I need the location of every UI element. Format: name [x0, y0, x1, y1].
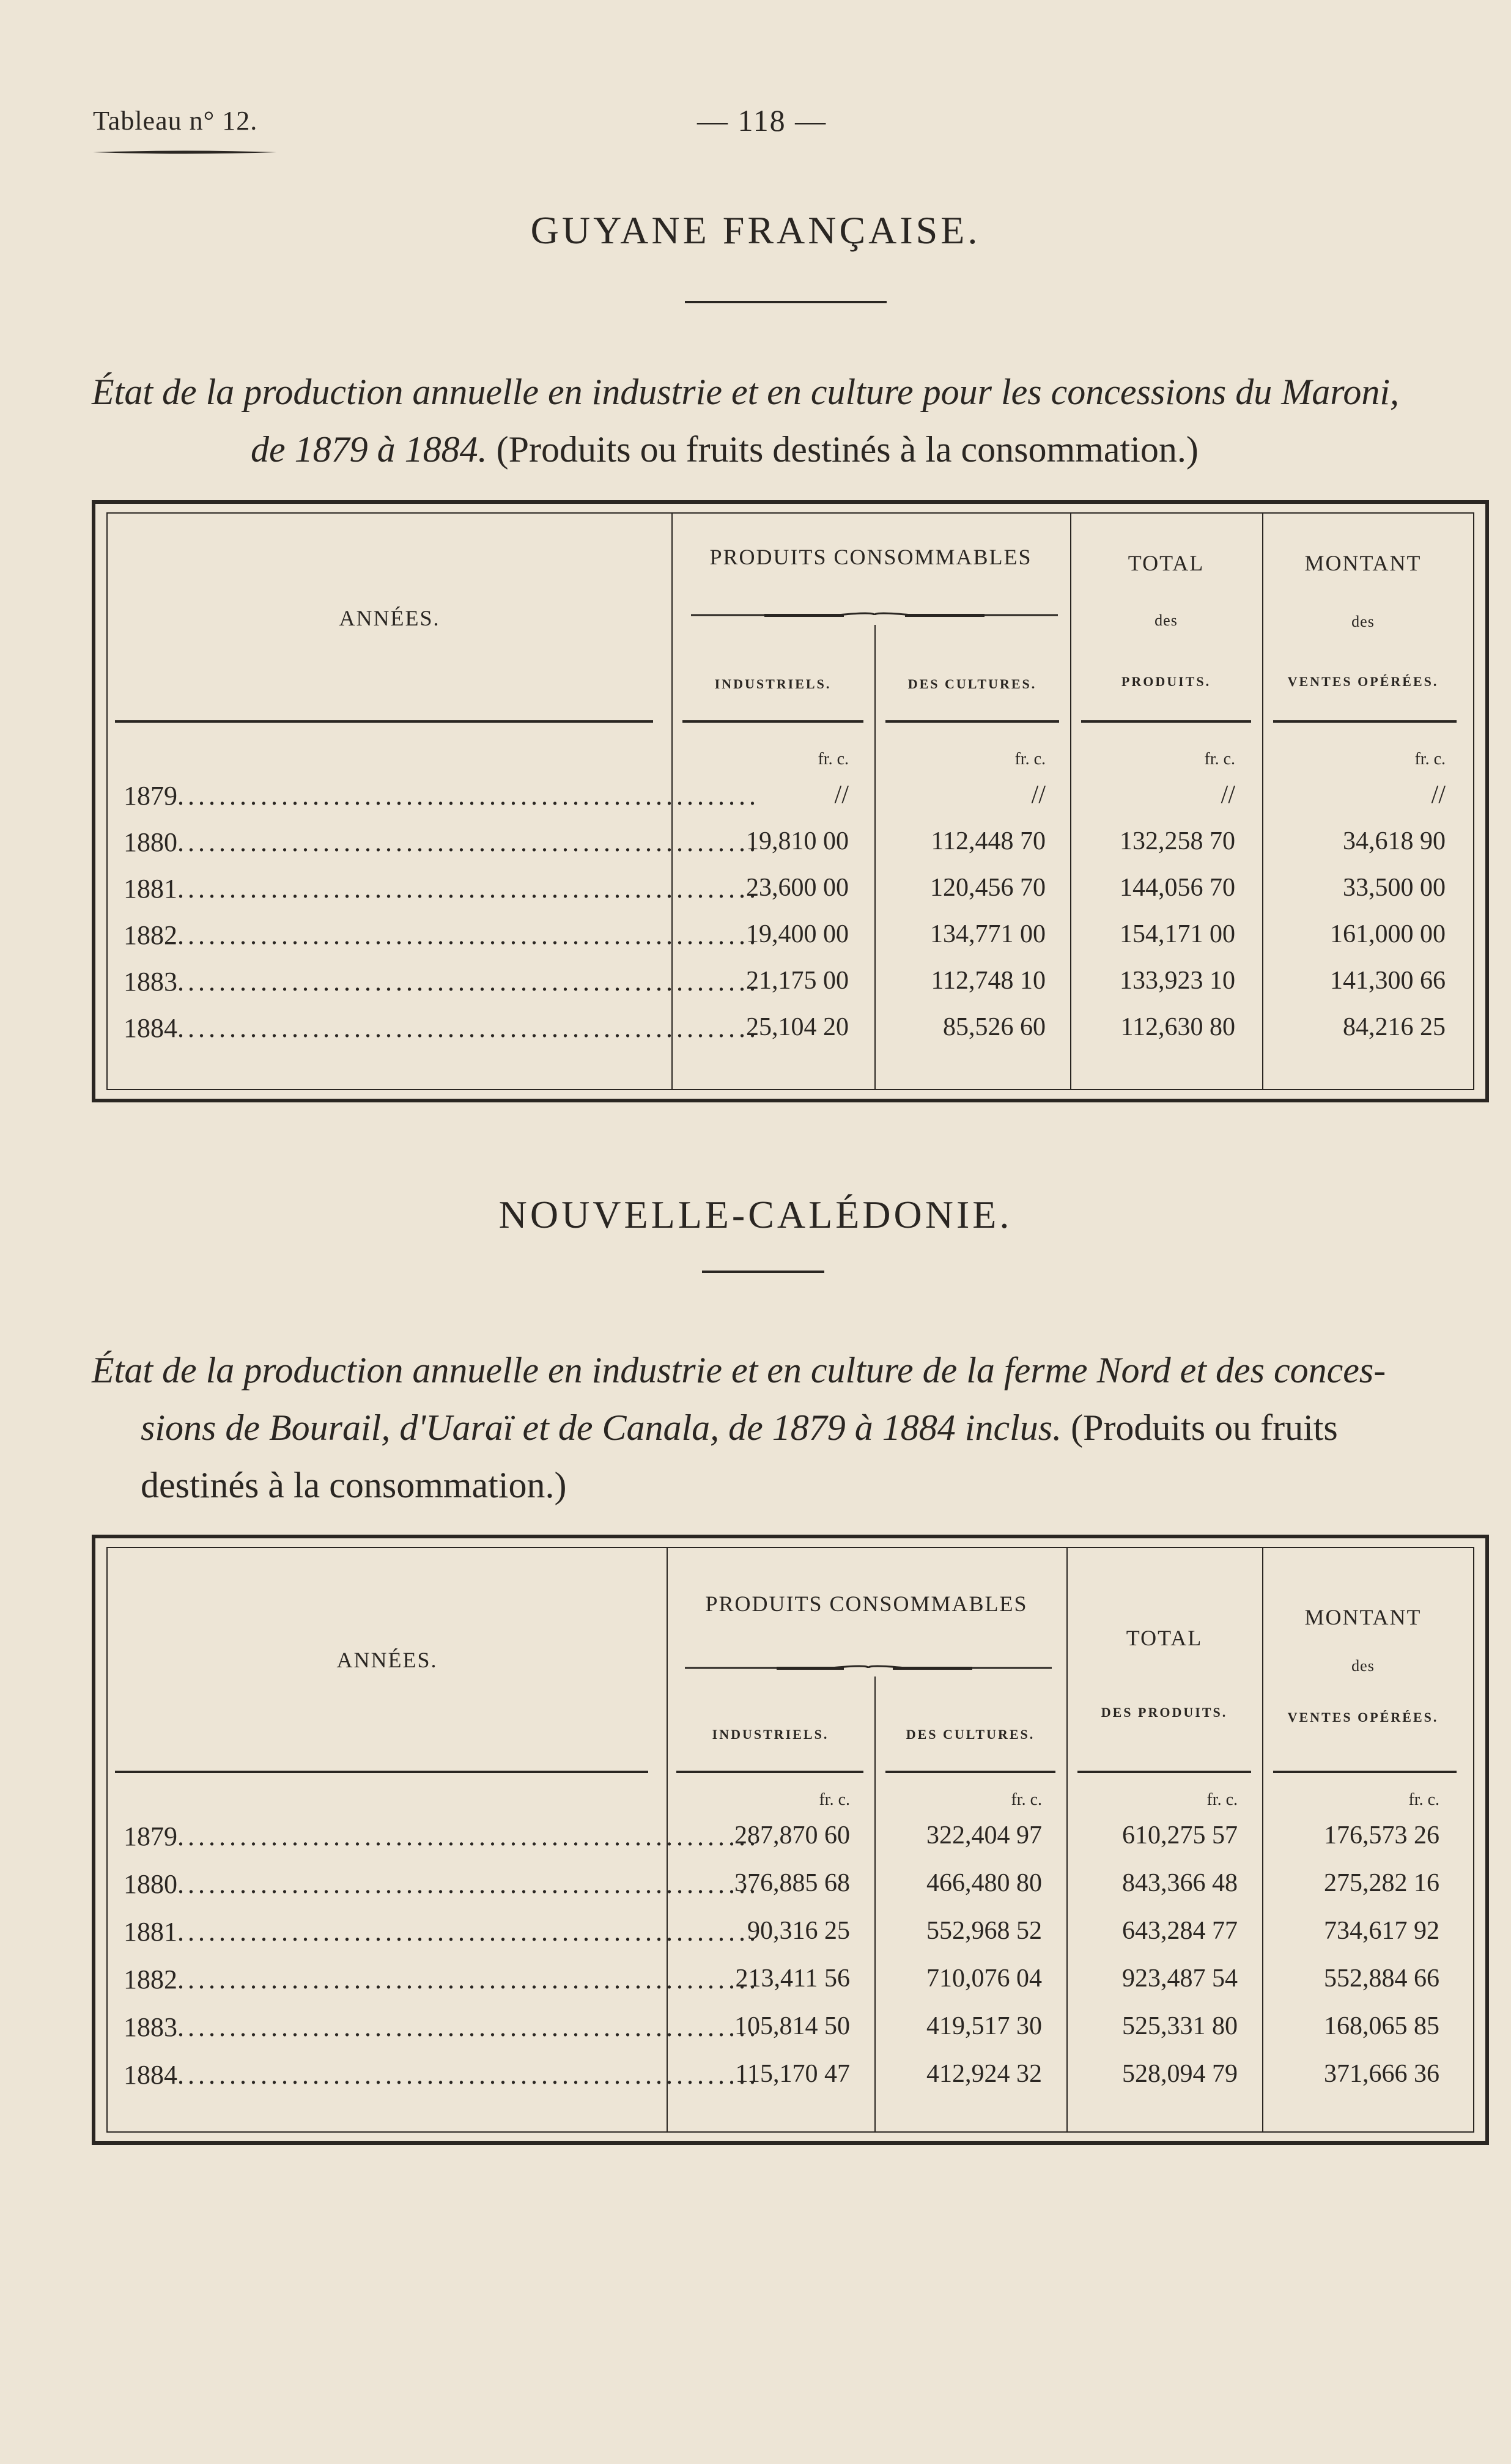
caption-caledonie — [92, 1341, 1498, 1514]
table-row — [108, 873, 1473, 920]
cell-cultures: 419,517 30 — [926, 2012, 1042, 2040]
header-industriels: INDUSTRIELS. — [714, 676, 832, 692]
cell-industriels: 213,411 56 — [735, 1964, 850, 1993]
header-montant: MONTANT — [1304, 1605, 1422, 1629]
cell-cultures: // — [1031, 781, 1046, 809]
table-row — [108, 966, 1473, 1013]
header-rule — [1081, 720, 1251, 723]
header-total-produits: PRODUITS. — [1121, 674, 1211, 689]
caption-guyane — [92, 363, 1498, 478]
unit-label: fr. c. — [1011, 1790, 1042, 1809]
cell-cultures: 322,404 97 — [926, 1821, 1042, 1850]
cell-industriels: 90,316 25 — [747, 1917, 850, 1945]
cell-total: 843,366 48 — [1122, 1869, 1238, 1897]
row-year: 1884........................................................ — [124, 2060, 759, 2090]
caption-line-2: de 1879 à 1884. — [251, 429, 487, 470]
cell-total: 525,331 80 — [1122, 2012, 1238, 2040]
caption-line-3: destinés à la consommation.) — [141, 1465, 567, 1505]
caption-line-2-roman: (Produits ou fruits destinés à la consommation.) — [487, 429, 1199, 470]
caption-line-2: sions de Bourail, d'Uaraï et de Canala, de 1879 à 1884 inclus. — [141, 1407, 1062, 1448]
cell-total: 132,258 70 — [1120, 827, 1235, 855]
header-rule — [885, 1771, 1055, 1773]
header-annees: ANNÉES. — [339, 606, 440, 630]
cell-cultures: 85,526 60 — [943, 1013, 1046, 1041]
cell-montant: 168,065 85 — [1324, 2012, 1439, 2040]
cell-industriels: // — [834, 781, 849, 809]
cell-total: 112,630 80 — [1120, 1013, 1235, 1041]
section-title-caledonie: NOUVELLE-CALÉDONIE. — [498, 1193, 1013, 1236]
cell-montant: 371,666 36 — [1324, 2060, 1439, 2088]
cell-montant: 734,617 92 — [1324, 1917, 1439, 1945]
row-year: 1882........................................................ — [124, 920, 759, 950]
row-year: 1880........................................................ — [124, 827, 759, 857]
row-year: 1882........................................................ — [124, 1964, 759, 1994]
cell-cultures: 112,748 10 — [931, 967, 1046, 995]
header-total: TOTAL — [1126, 1626, 1203, 1650]
header-rule — [115, 1771, 648, 1773]
header-annees: ANNÉES. — [336, 1648, 438, 1672]
group-brace — [685, 1664, 1052, 1672]
group-brace — [691, 611, 1058, 619]
header-cultures: DES CULTURES. — [906, 1727, 1035, 1742]
row-year: 1881........................................................ — [124, 1917, 759, 1947]
cell-industriels: 105,814 50 — [734, 2012, 850, 2040]
row-year: 1883........................................................ — [124, 2012, 759, 2042]
row-year: 1883........................................................ — [124, 967, 759, 997]
cell-industriels: 25,104 20 — [746, 1013, 849, 1041]
table-row — [108, 827, 1473, 873]
cell-montant: 34,618 90 — [1343, 827, 1446, 855]
header-produits-consommables: PRODUITS CONSOMMABLES — [709, 545, 1032, 569]
cell-cultures: 412,924 32 — [926, 2060, 1042, 2088]
header-industriels: INDUSTRIELS. — [712, 1727, 829, 1742]
caption-line-1: État de la production annuelle en industrie et en culture de la ferme Nord et des conces- — [92, 1350, 1386, 1390]
cell-industriels: 115,170 47 — [735, 2060, 850, 2088]
cell-cultures: 552,968 52 — [926, 1917, 1042, 1945]
cell-industriels: 19,810 00 — [746, 827, 849, 855]
cell-industriels: 21,175 00 — [746, 967, 849, 995]
table-label: Tableau n° 12. — [93, 106, 258, 136]
table-row — [108, 920, 1473, 966]
cell-industriels: 19,400 00 — [746, 920, 849, 948]
header-ventes-operees: VENTES OPÉRÉES. — [1287, 674, 1439, 689]
cell-total: 610,275 57 — [1122, 1821, 1238, 1850]
header-cultures: DES CULTURES. — [907, 676, 1037, 692]
header-montant-des: des — [1351, 613, 1375, 630]
cell-total: 528,094 79 — [1122, 2060, 1238, 2088]
caption-line-2-roman: (Produits ou fruits — [1062, 1407, 1338, 1448]
cell-total: 144,056 70 — [1120, 874, 1235, 902]
unit-label: fr. c. — [1204, 750, 1235, 769]
header-rule — [1077, 1771, 1251, 1773]
header-total-des-produits: DES PRODUITS. — [1101, 1705, 1228, 1720]
title-rule — [702, 1271, 824, 1273]
header-flourish — [93, 150, 276, 154]
table-row — [108, 1821, 1473, 1867]
row-year: 1879........................................................ — [124, 781, 759, 811]
cell-montant: 161,000 00 — [1330, 920, 1446, 948]
header-rule — [1273, 1771, 1457, 1773]
table-row — [108, 2059, 1473, 2106]
header-rule — [885, 720, 1059, 723]
header-rule — [682, 720, 863, 723]
unit-label: fr. c. — [819, 1790, 850, 1809]
cell-industriels: 376,885 68 — [734, 1869, 850, 1897]
header-total: TOTAL — [1128, 551, 1205, 575]
cell-cultures: 466,480 80 — [926, 1869, 1042, 1897]
cell-montant: 275,282 16 — [1324, 1869, 1439, 1897]
table-frame — [106, 512, 1474, 1090]
row-year: 1884........................................................ — [124, 1013, 759, 1043]
cell-montant: 176,573 26 — [1324, 1821, 1439, 1850]
table-guyane — [92, 500, 1489, 1102]
table-caledonie — [92, 1535, 1489, 2145]
cell-montant: 552,884 66 — [1324, 1964, 1439, 1993]
cell-cultures: 112,448 70 — [931, 827, 1046, 855]
row-year: 1880........................................................ — [124, 1869, 759, 1899]
header-ventes-operees: VENTES OPÉRÉES. — [1287, 1710, 1439, 1725]
caption-line-1: État de la production annuelle en industrie et en culture pour les concessions du Maroni, — [92, 372, 1399, 412]
table-row — [108, 1868, 1473, 1915]
table-row — [108, 2012, 1473, 2058]
cell-total: // — [1221, 781, 1235, 809]
header-produits-consommables: PRODUITS CONSOMMABLES — [705, 1592, 1028, 1616]
cell-montant: 84,216 25 — [1343, 1013, 1446, 1041]
cell-industriels: 287,870 60 — [734, 1821, 850, 1850]
row-year: 1879........................................................ — [124, 1821, 759, 1851]
header-rule — [115, 720, 653, 723]
unit-label: fr. c. — [818, 750, 849, 769]
table-row — [108, 1916, 1473, 1963]
unit-label: fr. c. — [1408, 1790, 1439, 1809]
cell-cultures: 134,771 00 — [930, 920, 1046, 948]
table-frame — [106, 1547, 1474, 2133]
header-montant-des: des — [1351, 1657, 1375, 1675]
table-row — [108, 780, 1473, 827]
header-montant: MONTANT — [1304, 551, 1422, 575]
cell-cultures: 710,076 04 — [926, 1964, 1042, 1993]
section-title-guyane: GUYANE FRANÇAISE. — [530, 208, 981, 252]
cell-montant: 33,500 00 — [1343, 874, 1446, 902]
cell-total: 133,923 10 — [1120, 967, 1235, 995]
unit-label: fr. c. — [1206, 1790, 1238, 1809]
header-rule — [1273, 720, 1457, 723]
unit-label: fr. c. — [1414, 750, 1446, 769]
table-row — [108, 1013, 1473, 1059]
cell-total: 154,171 00 — [1120, 920, 1235, 948]
cell-industriels: 23,600 00 — [746, 874, 849, 902]
title-rule — [685, 301, 887, 303]
row-year: 1881........................................................ — [124, 874, 759, 904]
cell-total: 643,284 77 — [1122, 1917, 1238, 1945]
cell-montant: // — [1431, 781, 1446, 809]
cell-cultures: 120,456 70 — [930, 874, 1046, 902]
cell-total: 923,487 54 — [1122, 1964, 1238, 1993]
cell-montant: 141,300 66 — [1330, 967, 1446, 995]
header-rule — [676, 1771, 863, 1773]
table-row — [108, 1964, 1473, 2010]
page-number: — 118 — — [697, 103, 827, 138]
header-total-des: des — [1154, 611, 1178, 629]
unit-label: fr. c. — [1014, 750, 1046, 769]
